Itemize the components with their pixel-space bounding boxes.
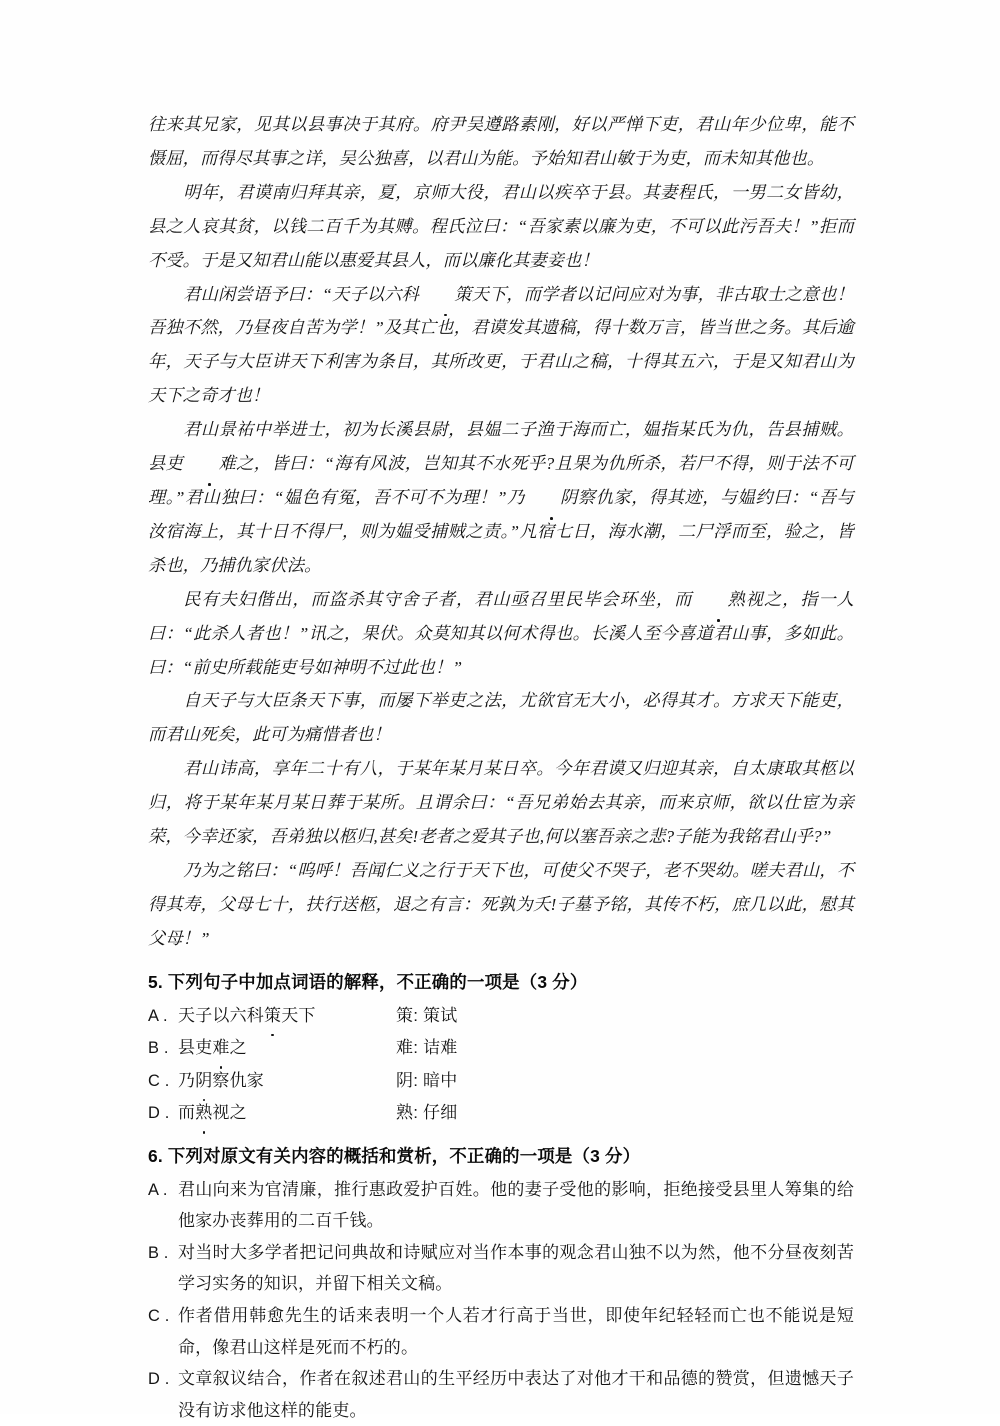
option-sentence: 而熟视之 [178, 1097, 396, 1129]
emphasis-dot-char: 阴 [525, 481, 578, 515]
option-sentence: 县吏难之 [178, 1032, 396, 1064]
option-text: 君山向来为官清廉，推行惠政爱护百姓。他的妻子受他的影响，拒绝接受县里人筹集的给他家办丧葬用的二百千钱。 [178, 1179, 854, 1231]
passage-paragraph-6: 自天子与大臣条天下事，而屡下举吏之法，尤欲官无大小，必得其才。方求天下能吏，而君山死矣，此可为痛惜者也！ [148, 691, 854, 745]
option-label: D . [148, 1104, 170, 1123]
emphasis-dot-char: 熟 [692, 583, 745, 617]
question-5-option-c[interactable] [148, 1065, 854, 1098]
passage-text: 君山景祐中举进士，初为长溪县尉，县媪二子渔于海而亡，媪指某氏为仇，告县捕贼。县吏 [148, 420, 854, 474]
option-gloss: 熟: 仔细 [396, 1103, 458, 1123]
passage-paragraph-2: 明年，君谟南归拜其亲，夏，京师大役，君山以疾卒于县。其妻程氏，一男二女皆幼，县之人哀其贫，以钱二百千为其赙。程氏泣曰：“吾家素以廉为吏，不可以此污吾夫！”拒而不受。于是又知君山能以惠爱其县人，而以廉化其妻妾也！ [148, 182, 854, 270]
option-sentence: 乃阴察仇家 [178, 1065, 396, 1097]
passage-text: 君山闲尝语予曰：“天子以六科 [183, 284, 419, 304]
passage-paragraph-7: 君山讳高，享年二十有八，于某年某月某日卒。今年君谟又归迎其亲，自太康取其柩以归，将于某年某月某日葬于某所。且谓余曰：“吾兄弟始去其亲，而来京师，欲以仕宦为亲荣，今幸还家，吾弟独以柩归,甚矣!老者之爱其子也,何以塞吾亲之悲?子能为我铭君山乎?” [148, 759, 854, 847]
option-label: B . [148, 1243, 169, 1262]
emphasis-dot-char: 难 [183, 447, 236, 481]
classical-passage [148, 108, 854, 956]
option-label: C . [148, 1307, 170, 1326]
question-5 [148, 967, 854, 1130]
passage-text: 视之，指一人曰：“此杀人者也！”讯之，果伏。众莫知其以何术得也。长溪人至今喜道君山事，多如此。曰：“前史所载能吏号如神明不过此也！” [148, 589, 855, 677]
question-6-option-b[interactable] [148, 1237, 854, 1300]
option-label: A . [148, 1006, 168, 1025]
option-label: B . [148, 1039, 169, 1058]
option-label: A . [148, 1180, 168, 1199]
passage-text: 民有夫妇偕出，而盗杀其守舍子者，君山亟召里民毕会环坐，而 [183, 589, 693, 609]
emphasis-dot-char: 熟 [195, 1097, 212, 1129]
option-label: C . [148, 1071, 170, 1090]
emphasis-dot-char: 阴 [195, 1065, 212, 1097]
emphasis-dot-char: 策 [264, 1000, 281, 1032]
question-5-option-b[interactable] [148, 1032, 854, 1065]
question-6-stem: 6. 下列对原文有关内容的概括和赏析，不正确的一项是（3 分） [148, 1145, 641, 1166]
option-gloss: 阴: 暗中 [396, 1070, 458, 1090]
question-5-option-d[interactable] [148, 1097, 854, 1130]
question-5-stem: 5. 下列句子中加点词语的解释，不正确的一项是（3 分） [148, 971, 588, 992]
passage-text: 之，皆曰：“海有风波，岂知其不水死乎?且果为仇所杀，若尸不得，则于法不可理。”君山独曰：“媪色有冤，吾不可不为理！”乃 [148, 454, 854, 507]
passage-text: 天下，而学者以记问应对为事，非古取士之意也！吾独不然，乃昼夜自苦为学！”及其亡也，君谟发其遗稿，得十数万言，皆当世之务。其后逾年，天子与大臣讲天下利害为条目，其所改更，于君山之稿，十得其五六，于是又知君山为天下之奇才也！ [148, 284, 854, 406]
question-6-option-c[interactable] [148, 1300, 854, 1363]
passage-paragraph-5 [148, 583, 854, 685]
option-gloss: 难: 诘难 [396, 1038, 458, 1058]
emphasis-dot-char: 难 [212, 1032, 229, 1064]
question-6-option-a[interactable] [148, 1174, 854, 1237]
option-gloss: 策: 策试 [396, 1005, 458, 1025]
question-6 [148, 1141, 854, 1426]
passage-paragraph-1: 往来其兄家，见其以县事决于其府。府尹吴遵路素刚，好以严惮下吏，君山年少位卑，能不慑屈，而得尽其事之详，吴公独喜，以君山为能。予始知君山敏于为吏，而未知其他也。 [148, 115, 854, 168]
question-6-option-d[interactable] [148, 1363, 854, 1426]
passage-paragraph-4 [148, 413, 854, 583]
option-sentence: 天子以六科策天下 [178, 1000, 396, 1032]
question-5-option-a[interactable] [148, 1000, 854, 1033]
page-content [148, 108, 854, 1426]
passage-paragraph-3 [148, 278, 854, 414]
option-label: D . [148, 1370, 170, 1389]
option-text: 文章叙议结合，作者在叙述君山的生平经历中表达了对他才干和品德的赞赏，但遗憾天子没有访求他这样的能吏。 [178, 1369, 854, 1420]
passage-paragraph-8: 乃为之铭曰：“呜呼！吾闻仁义之行于天下也，可使父不哭子，老不哭幼。嗟夫君山，不得其寿，父母七十，扶行送柩，退之有言：死孰为夭!子墓予铭，其传不朽，庶几以此，慰其父母！” [148, 860, 854, 948]
option-text: 作者借用韩愈先生的话来表明一个人若才行高于当世，即使年纪轻轻而亡也不能说是短命，像君山这样是死而不朽的。 [178, 1306, 854, 1357]
passage-text: 察仇家，得其迹，与媪约曰：“吾与汝宿海上，其十日不得尸，则为媪受捕贼之责。”凡宿七日，海水潮，二尸浮而至，验之，皆杀也，乃捕仇家伏法。 [148, 487, 854, 575]
emphasis-dot-char: 策 [419, 278, 472, 312]
option-text: 对当时大多学者把记问典故和诗赋应对当作本事的观念君山独不以为然，他不分昼夜刻苦学习实务的知识，并留下相关文稿。 [178, 1242, 854, 1294]
